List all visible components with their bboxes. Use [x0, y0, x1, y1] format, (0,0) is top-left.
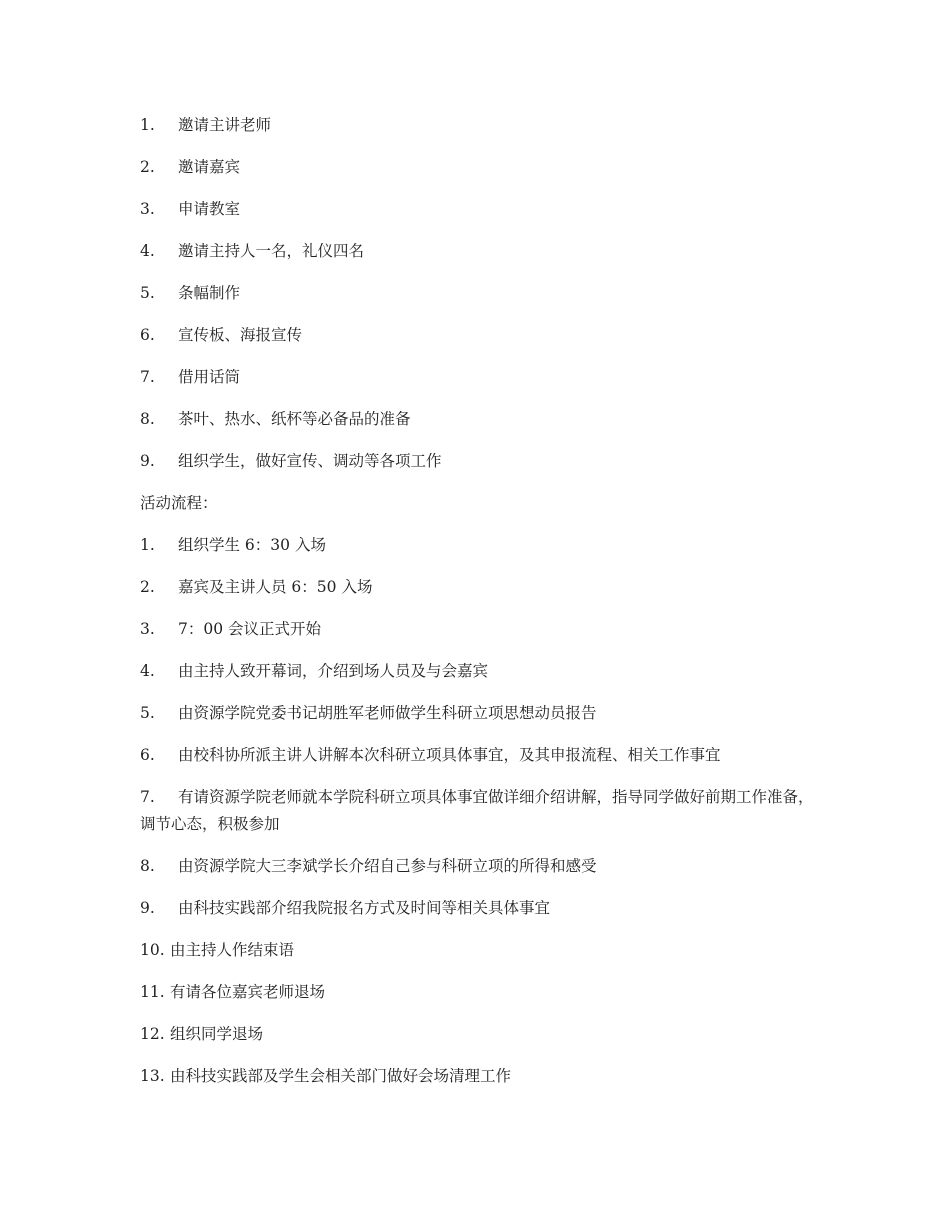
- list-text: 由主持人作结束语: [170, 941, 295, 959]
- flow-list-item: [140, 1021, 820, 1048]
- flow-heading: 活动流程：: [140, 494, 218, 512]
- list-text: 条幅制作: [178, 284, 241, 302]
- list-number: 7.: [140, 788, 155, 806]
- flow-list-item: [140, 937, 820, 964]
- prep-list-item: [140, 112, 820, 139]
- document-page: [140, 112, 820, 1105]
- list-text: 由资源学院党委书记胡胜军老师做学生科研立项思想动员报告: [178, 704, 597, 722]
- list-number: 3.: [140, 200, 155, 218]
- list-text: 申请教室: [178, 200, 241, 218]
- list-number: 5.: [140, 704, 155, 722]
- list-number: 1.: [140, 536, 155, 554]
- list-number: 9.: [140, 452, 155, 470]
- list-text: 由校科协所派主讲人讲解本次科研立项具体事宜，及其申报流程、相关工作事宜: [178, 746, 721, 764]
- prep-list-item: [140, 364, 820, 391]
- list-text: 借用话筒: [178, 368, 241, 386]
- list-number: 11.: [140, 983, 165, 1001]
- list-text: 有请资源学院老师就本学院科研立项具体事宜做详细介绍讲解，指导同学做好前期工作准备，调节心态，积极参加: [140, 788, 814, 833]
- list-text: 由科技实践部及学生会相关部门做好会场清理工作: [170, 1067, 512, 1085]
- list-number: 10.: [140, 941, 165, 959]
- list-number: 3.: [140, 620, 155, 638]
- list-number: 6.: [140, 326, 155, 344]
- list-text: 7：00 会议正式开始: [178, 620, 322, 638]
- list-text: 宣传板、海报宣传: [178, 326, 303, 344]
- list-number: 1.: [140, 116, 155, 134]
- list-number: 8.: [140, 857, 155, 875]
- flow-list-item: [140, 895, 820, 922]
- list-text: 组织同学退场: [170, 1025, 264, 1043]
- list-number: 4.: [140, 242, 155, 260]
- list-number: 13.: [140, 1067, 165, 1085]
- prep-list-item: [140, 280, 820, 307]
- list-number: 8.: [140, 410, 155, 428]
- list-text: 由资源学院大三李斌学长介绍自己参与科研立项的所得和感受: [178, 857, 597, 875]
- prep-list-item: [140, 406, 820, 433]
- prep-list-item: [140, 238, 820, 265]
- list-text: 组织学生 6：30 入场: [178, 536, 326, 554]
- flow-list-item: [140, 700, 820, 727]
- list-text: 有请各位嘉宾老师退场: [170, 983, 326, 1001]
- flow-list-item: [140, 1063, 820, 1090]
- list-text: 茶叶、热水、纸杯等必备品的准备: [178, 410, 411, 428]
- prep-list-item: [140, 322, 820, 349]
- prep-list-item: [140, 196, 820, 223]
- list-text: 由科技实践部介绍我院报名方式及时间等相关具体事宜: [178, 899, 551, 917]
- list-number: 7.: [140, 368, 155, 386]
- flow-list-item: [140, 784, 820, 838]
- flow-list-item: [140, 742, 820, 769]
- prep-list-item: [140, 448, 820, 475]
- list-text: 组织学生，做好宣传、调动等各项工作: [178, 452, 442, 470]
- prep-list-item: [140, 154, 820, 181]
- list-number: 5.: [140, 284, 155, 302]
- list-number: 12.: [140, 1025, 165, 1043]
- list-number: 6.: [140, 746, 155, 764]
- flow-list-item: [140, 853, 820, 880]
- list-text: 嘉宾及主讲人员 6：50 入场: [178, 578, 373, 596]
- list-text: 邀请嘉宾: [178, 158, 241, 176]
- list-number: 4.: [140, 662, 155, 680]
- list-number: 2.: [140, 158, 155, 176]
- flow-list-item: [140, 574, 820, 601]
- list-text: 邀请主持人一名，礼仪四名: [178, 242, 365, 260]
- flow-list-item: [140, 616, 820, 643]
- list-text: 邀请主讲老师: [178, 116, 272, 134]
- list-number: 9.: [140, 899, 155, 917]
- flow-list-item: [140, 532, 820, 559]
- list-text: 由主持人致开幕词，介绍到场人员及与会嘉宾: [178, 662, 489, 680]
- list-number: 2.: [140, 578, 155, 596]
- flow-list-item: [140, 979, 820, 1006]
- flow-list-item: [140, 658, 820, 685]
